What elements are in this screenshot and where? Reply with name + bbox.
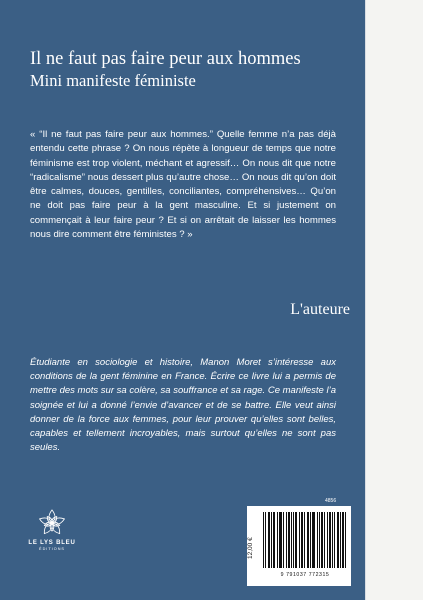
publisher-tagline: ÉDITIONS: [39, 547, 65, 551]
book-subtitle: Mini manifeste féministe: [30, 71, 196, 90]
price-label: 12,00 €: [247, 537, 254, 559]
isbn-barcode: [263, 512, 347, 568]
author-bio: Étudiante en sociologie et histoire, Manon Moret s’intéresse aux conditions de la gent féminine en France. Écrire ce livre lui a permis de mettre des mots sur sa colère, sa souffrance et sa rage. Ce manifeste l’a soignée et lui a donné l’envie d’avancer et de se battre. Elle veut ainsi donner de la force aux femmes, pour leur prouver qu’elles sont belles, capables et tellement incroyables, mais surtout qu’elles ne sont pas seules.: [30, 357, 336, 454]
blurb-text: « “Il ne faut pas faire peur aux hommes.” Quelle femme n’a pas déjà entendu cette phrase ? On nous répète à longueur de temps que notre féminisme est trop violent, méchant et agressif… On nous dit que notre “radicalisme” nous dessert plus qu’autre chose… On nous dit qu’on doit être calmes, douces, gentilles, conciliantes, compréhensives… Qu’on ne doit pas faire peur à la gent masculine. Et si justement on commençait à leur faire peur ? Et si on arrêtait de laisser les hommes nous dire comment être féministes ? »: [30, 129, 336, 241]
lily-flower-icon: [37, 508, 67, 538]
author-heading: L'auteure: [290, 301, 350, 318]
page-edge: [365, 0, 423, 600]
publisher-logo: [20, 508, 84, 551]
isbn-number: 9 791037 772315: [280, 572, 330, 578]
book-code: 4856: [325, 498, 337, 504]
publisher-name: LE LYS BLEU: [28, 540, 76, 546]
barcode-panel: [247, 506, 351, 586]
book-title: Il ne faut pas faire peur aux hommes: [30, 49, 301, 69]
